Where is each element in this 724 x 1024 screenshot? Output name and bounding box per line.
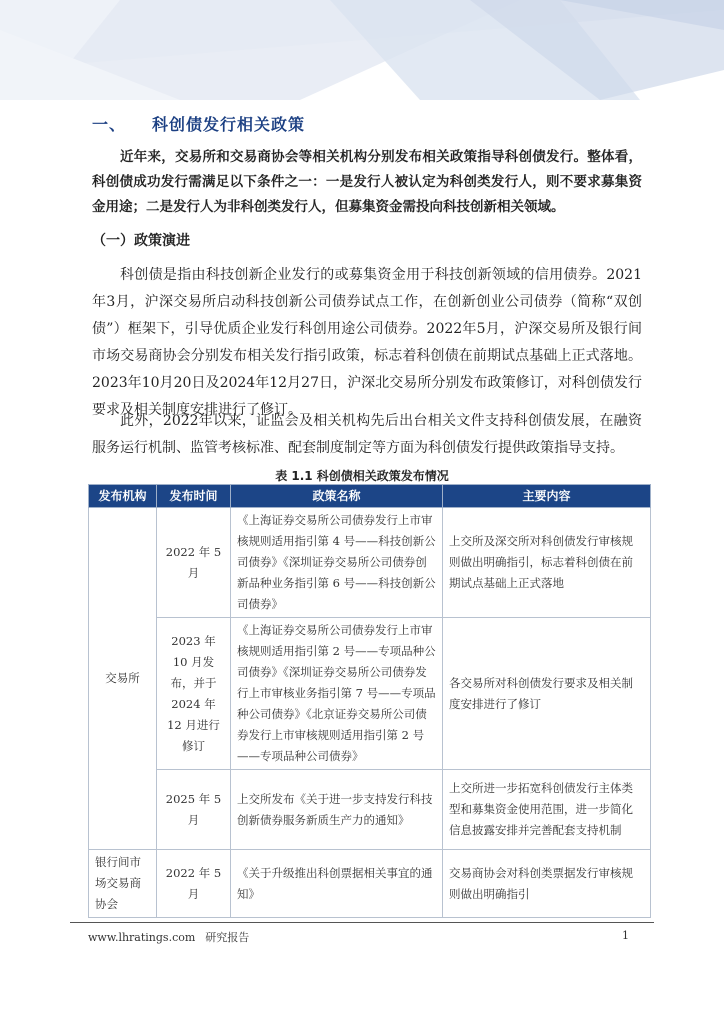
time-cell: 2025 年 5 月 <box>157 770 231 850</box>
header-policy: 政策名称 <box>231 485 443 508</box>
policy-cell: 《上海证券交易所公司债券发行上市审核规则适用指引第 4 号——科技创新公司债券》《深圳证券交易所公司债券创新品种业务指引第 6 号——科技创新公司债券》 <box>231 508 443 618</box>
table-caption: 表 1.1 科创债相关政策发布情况 <box>275 469 449 483</box>
content-cell: 各交易所对科创债发行要求及相关制度安排进行了修订 <box>443 618 651 770</box>
org-cell: 交易所 <box>89 508 157 850</box>
org-cell: 银行间市场交易商协会 <box>89 850 157 918</box>
content-cell: 上交所及深交所对科创债发行审核规则做出明确指引，标志着科创债在前期试点基础上正式落地 <box>443 508 651 618</box>
section-title <box>92 112 305 135</box>
time-cell: 2023 年 10 月发布，并于 2024 年 12 月进行修订 <box>157 618 231 770</box>
footer <box>88 929 249 945</box>
table-row <box>89 770 651 850</box>
intro-paragraph: 近年来，交易所和交易商协会等相关机构分别发布相关政策指导科创债发行。整体看，科创债成功发行需满足以下条件之一：一是发行人被认定为科创类发行人，则不要求募集资金用途；二是发行人为非科创类发行人，但募集资金需投向科技创新相关领域。 <box>92 149 642 215</box>
policy-cell: 《关于升级推出科创票据相关事宜的通知》 <box>231 850 443 918</box>
section-title-text: 科创债发行相关政策 <box>152 115 306 134</box>
content-cell: 上交所进一步拓宽科创债发行主体类型和募集资金使用范围，进一步简化信息披露安排并完善配套支持机制 <box>443 770 651 850</box>
table-header-row <box>89 485 651 508</box>
header-org: 发布机构 <box>89 485 157 508</box>
policy-cell: 上交所发布《关于进一步支持发行科技创新债券服务新质生产力的通知》 <box>231 770 443 850</box>
footer-website: www.lhratings.com <box>88 931 196 944</box>
section-number: 一、 <box>92 115 127 134</box>
policy-table <box>88 484 651 918</box>
policy-cell: 《上海证券交易所公司债券发行上市审核规则适用指引第 2 号——专项品种公司债券》《深圳证券交易所公司债券发行上市审核业务指引第 7 号——专项品种公司债券》《北京证券交易所公司债券发行上市审核规则适用指引第 2 号——专项品种公司债券》 <box>231 618 443 770</box>
header-banner <box>0 0 724 100</box>
header-time: 发布时间 <box>157 485 231 508</box>
table-row <box>89 508 651 618</box>
time-cell: 2022 年 5 月 <box>157 850 231 918</box>
footer-label: 研究报告 <box>205 931 250 944</box>
content-cell: 交易商协会对科创类票据发行审核规则做出明确指引 <box>443 850 651 918</box>
subsection-title: （一）政策演进 <box>92 233 190 249</box>
time-cell: 2022 年 5 月 <box>157 508 231 618</box>
body-paragraph-2: 此外，2022年以来，证监会及相关机构先后出台相关文件支持科创债发展，在融资服务运行机制、监管考核标准、配套制度制定等方面为科创债发行提供政策指导支持。 <box>92 413 642 456</box>
table-row <box>89 618 651 770</box>
page-number: 1 <box>622 929 629 942</box>
table-row <box>89 850 651 918</box>
footer-divider <box>70 922 654 923</box>
header-content: 主要内容 <box>443 485 651 508</box>
body-paragraph-1: 科创债是指由科技创新企业发行的或募集资金用于科技创新领域的信用债券。2021年3月，沪深交易所启动科技创新公司债券试点工作，在创新创业公司债券（简称“双创债”）框架下，引导优质企业发行科创用途公司债券。2022年5月，沪深交易所及银行间市场交易商协会分别发布相关发行指引政策，标志着科创债在前期试点基础上正式落地。2023年10月20日及2024年12月27日，沪深北交易所分别发布政策修订，对科创债发行要求及相关制度安排进行了修订。 <box>92 267 642 418</box>
